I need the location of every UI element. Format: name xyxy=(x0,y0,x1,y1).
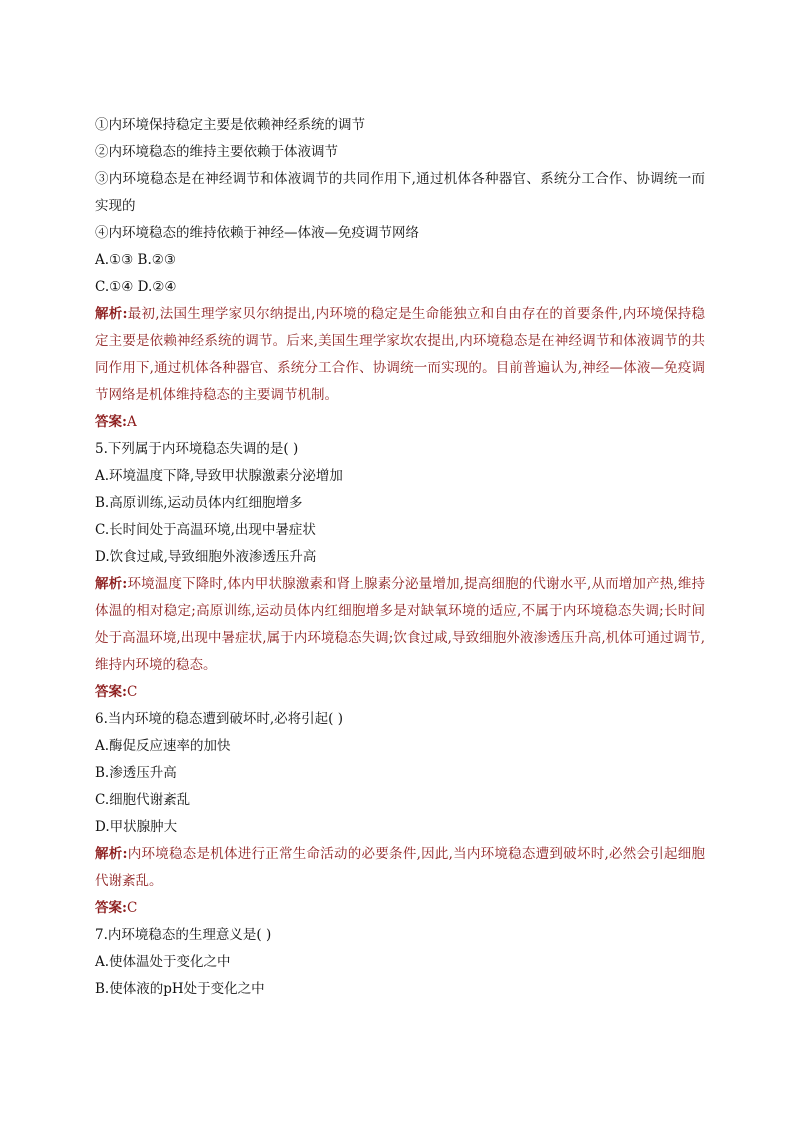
question-7-option-b: B.使体液的pH处于变化之中 xyxy=(95,981,265,997)
statement-4: ④内环境稳态的维持依赖于神经—体液—免疫调节网络 xyxy=(95,225,419,241)
question-6-option-d: D.甲状腺肿大 xyxy=(95,819,178,835)
statement-1: ①内环境保持稳定主要是依赖神经系统的调节 xyxy=(95,117,365,133)
answer-label: 答案: xyxy=(95,900,127,916)
question-5-stem: 5.下列属于内环境稳态失调的是( ) xyxy=(95,441,299,457)
options-row-1: A.①③ B.②③ xyxy=(95,252,176,268)
question-5-option-c: C.长时间处于高温环境,出现中暑症状 xyxy=(95,522,316,538)
answer-line xyxy=(95,409,705,436)
analysis-label: 解析: xyxy=(95,306,128,322)
statement-3: ③内环境稳态是在神经调节和体液调节的共同作用下,通过机体各种器官、系统分工合作、协调统一而实现的 xyxy=(95,171,705,214)
answer-value: A xyxy=(126,414,137,430)
answer-label: 答案: xyxy=(95,684,127,700)
question-6-stem: 6.当内环境的稳态遭到破坏时,必将引起( ) xyxy=(95,711,343,727)
question-5-answer xyxy=(95,679,705,706)
question-5-option-d: D.饮食过咸,导致细胞外液渗透压升高 xyxy=(95,549,317,565)
options-row-2: C.①④ D.②④ xyxy=(95,279,177,295)
question-6-option-c: C.细胞代谢紊乱 xyxy=(95,792,191,808)
question-5-option-b: B.高原训练,运动员体内红细胞增多 xyxy=(95,495,303,511)
question-5-option-a: A.环境温度下降,导致甲状腺激素分泌增加 xyxy=(95,468,343,484)
analysis-text: 最初,法国生理学家贝尔纳提出,内环境的稳定是生命能独立和自由存在的首要条件,内环境保持稳定主要是依赖神经系统的调节。后来,美国生理学家坎农提出,内环境稳态是在神经调节和体液调节的共同作用下,通过机体各种器官、系统分工合作、协调统一而实现的。目前普遍认为,神经—体液—免疫调节网络是机体维持稳态的主要调节机制。 xyxy=(95,306,706,403)
answer-value: C xyxy=(126,684,138,700)
analysis-label: 解析: xyxy=(95,846,128,862)
question-6-option-b: B.渗透压升高 xyxy=(95,765,177,781)
answer-label: 答案: xyxy=(95,414,127,430)
analysis-label: 解析: xyxy=(95,576,128,592)
question-7-option-a: A.使体温处于变化之中 xyxy=(95,954,231,970)
statement-2: ②内环境稳态的维持主要依赖于体液调节 xyxy=(95,144,338,160)
question-6-option-a: A.酶促反应速率的加快 xyxy=(95,738,231,754)
document-page xyxy=(95,112,705,1003)
analysis-text: 环境温度下降时,体内甲状腺激素和肾上腺素分泌量增加,提高细胞的代谢水平,从而增加产热,维持体温的相对稳定;高原训练,运动员体内红细胞增多是对缺氧环境的适应,不属于内环境稳态失调;长时间处于高温环境,出现中暑症状,属于内环境稳态失调;饮食过咸,导致细胞外液渗透压升高,机体可通过调节,维持内环境的稳态。 xyxy=(95,576,705,673)
analysis-block xyxy=(95,301,705,409)
question-6-analysis xyxy=(95,841,705,895)
question-5-analysis xyxy=(95,571,705,679)
question-6-answer xyxy=(95,895,705,922)
analysis-text: 内环境稳态是机体进行正常生命活动的必要条件,因此,当内环境稳态遭到破坏时,必然会引起细胞代谢紊乱。 xyxy=(95,846,706,889)
question-7-stem: 7.内环境稳态的生理意义是( ) xyxy=(95,927,272,943)
answer-value: C xyxy=(126,900,138,916)
